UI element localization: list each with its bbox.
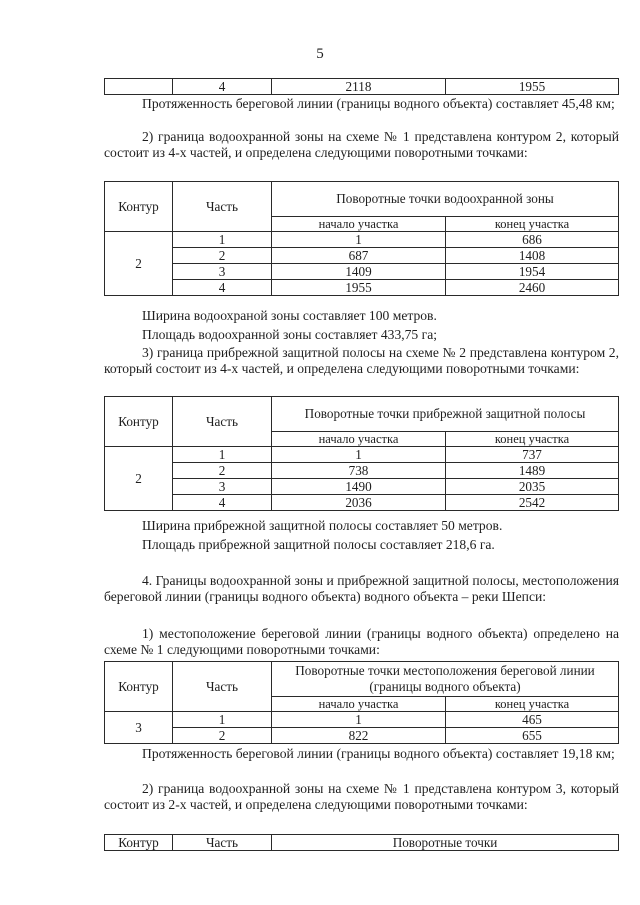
cell-end: 1954 — [446, 264, 619, 280]
table-row — [105, 232, 619, 248]
header-part: Часть — [173, 662, 272, 712]
cell-start: 1409 — [272, 264, 446, 280]
paragraph-zone-area: Площадь водоохранной зоны составляет 433,75 га; — [142, 327, 438, 342]
table-header-row — [105, 397, 619, 432]
table-row — [105, 280, 619, 296]
coastal-protection-strip-table — [104, 396, 619, 511]
header-end: конец участка — [446, 217, 619, 232]
header-points: Поворотные точки — [272, 835, 619, 851]
cell-end: 1489 — [446, 463, 619, 479]
table-row — [105, 479, 619, 495]
cell-end: 2542 — [446, 495, 619, 511]
table-row — [105, 447, 619, 463]
cell-end: 2460 — [446, 280, 619, 296]
table-header-row — [105, 182, 619, 217]
paragraph-section-4-heading: 4. Границы водоохранной зоны и прибрежной защитной полосы, местоположения береговой линии (границы водного объекта) водного объекта – реки Шепси: — [104, 573, 619, 604]
table-row — [105, 495, 619, 511]
paragraph-shoreline-location: 1) местоположение береговой линии (границы водного объекта) определено на схеме № 1 следующими поворотными точками: — [104, 626, 619, 657]
cell-part: 4 — [173, 79, 272, 95]
cell-part: 2 — [173, 248, 272, 264]
cell-contour: 2 — [105, 232, 173, 296]
cell-start: 822 — [272, 728, 446, 744]
header-points: Поворотные точки местоположения береговой линии (границы водного объекта) — [272, 662, 619, 697]
header-part: Часть — [173, 397, 272, 447]
cell-start: 1955 — [272, 280, 446, 296]
table-row — [105, 728, 619, 744]
header-points: Поворотные точки водоохранной зоны — [272, 182, 619, 217]
paragraph-strip-width: Ширина прибрежной защитной полосы составляет 50 метров. — [142, 518, 503, 533]
cell-end: 737 — [446, 447, 619, 463]
paragraph-water-zone-contour-2: 2) граница водоохранной зоны на схеме № 1 представлена контуром 2, который состоит из 4-х частей, и определена следующими поворотными точками: — [104, 129, 619, 160]
table-row — [105, 264, 619, 280]
cell-start: 2036 — [272, 495, 446, 511]
cell-part: 3 — [173, 479, 272, 495]
header-contour: Контур — [105, 662, 173, 712]
table-row — [105, 712, 619, 728]
cell-end: 465 — [446, 712, 619, 728]
header-part: Часть — [173, 182, 272, 232]
header-start: начало участка — [272, 217, 446, 232]
paragraph-coastal-strip-contour-2: 3) граница прибрежной защитной полосы на схеме № 2 представлена контуром 2, который состоит из 4-х частей, и определена следующими поворотными точками: — [104, 345, 619, 376]
table-row — [105, 248, 619, 264]
cell-end: 1408 — [446, 248, 619, 264]
cell-part: 2 — [173, 463, 272, 479]
header-contour: Контур — [105, 397, 173, 447]
cell-end: 686 — [446, 232, 619, 248]
header-end: конец участка — [446, 697, 619, 712]
paragraph-zone-width: Ширина водоохраной зоны составляет 100 метров. — [142, 308, 437, 323]
cell-contour — [105, 79, 173, 95]
shoreline-points-table — [104, 661, 619, 744]
header-part: Часть — [173, 835, 272, 851]
cell-start: 687 — [272, 248, 446, 264]
continued-table — [104, 78, 619, 95]
cell-start: 1 — [272, 232, 446, 248]
cell-start: 2118 — [272, 79, 446, 95]
cell-part: 2 — [173, 728, 272, 744]
cell-start: 1 — [272, 447, 446, 463]
cell-contour: 3 — [105, 712, 173, 744]
cell-part: 3 — [173, 264, 272, 280]
header-start: начало участка — [272, 432, 446, 447]
cell-end: 1955 — [446, 79, 619, 95]
header-end: конец участка — [446, 432, 619, 447]
page-number: 5 — [316, 46, 324, 62]
paragraph-water-zone-contour-3: 2) граница водоохранной зоны на схеме № 1 представлена контуром 3, который состоит из 2-х частей, и определена следующими поворотными точками: — [104, 781, 619, 812]
paragraph-strip-area: Площадь прибрежной защитной полосы составляет 218,6 га. — [142, 537, 495, 552]
water-protection-zone-table-2 — [104, 834, 619, 851]
table-row — [105, 463, 619, 479]
header-contour: Контур — [105, 182, 173, 232]
cell-part: 1 — [173, 232, 272, 248]
table-row — [105, 79, 619, 95]
water-protection-zone-table — [104, 181, 619, 296]
cell-end: 655 — [446, 728, 619, 744]
cell-part: 1 — [173, 712, 272, 728]
cell-start: 1490 — [272, 479, 446, 495]
cell-contour: 2 — [105, 447, 173, 511]
cell-part: 4 — [173, 280, 272, 296]
cell-start: 738 — [272, 463, 446, 479]
table-header-row — [105, 662, 619, 697]
table-header-row — [105, 835, 619, 851]
cell-start: 1 — [272, 712, 446, 728]
cell-part: 4 — [173, 495, 272, 511]
cell-end: 2035 — [446, 479, 619, 495]
cell-part: 1 — [173, 447, 272, 463]
paragraph-shoreline-length-1: Протяженность береговой линии (границы водного объекта) составляет 45,48 км; — [142, 96, 615, 111]
paragraph-shoreline-length-2: Протяженность береговой линии (границы водного объекта) составляет 19,18 км; — [142, 746, 615, 761]
header-start: начало участка — [272, 697, 446, 712]
header-points: Поворотные точки прибрежной защитной полосы — [272, 397, 619, 432]
header-contour: Контур — [105, 835, 173, 851]
